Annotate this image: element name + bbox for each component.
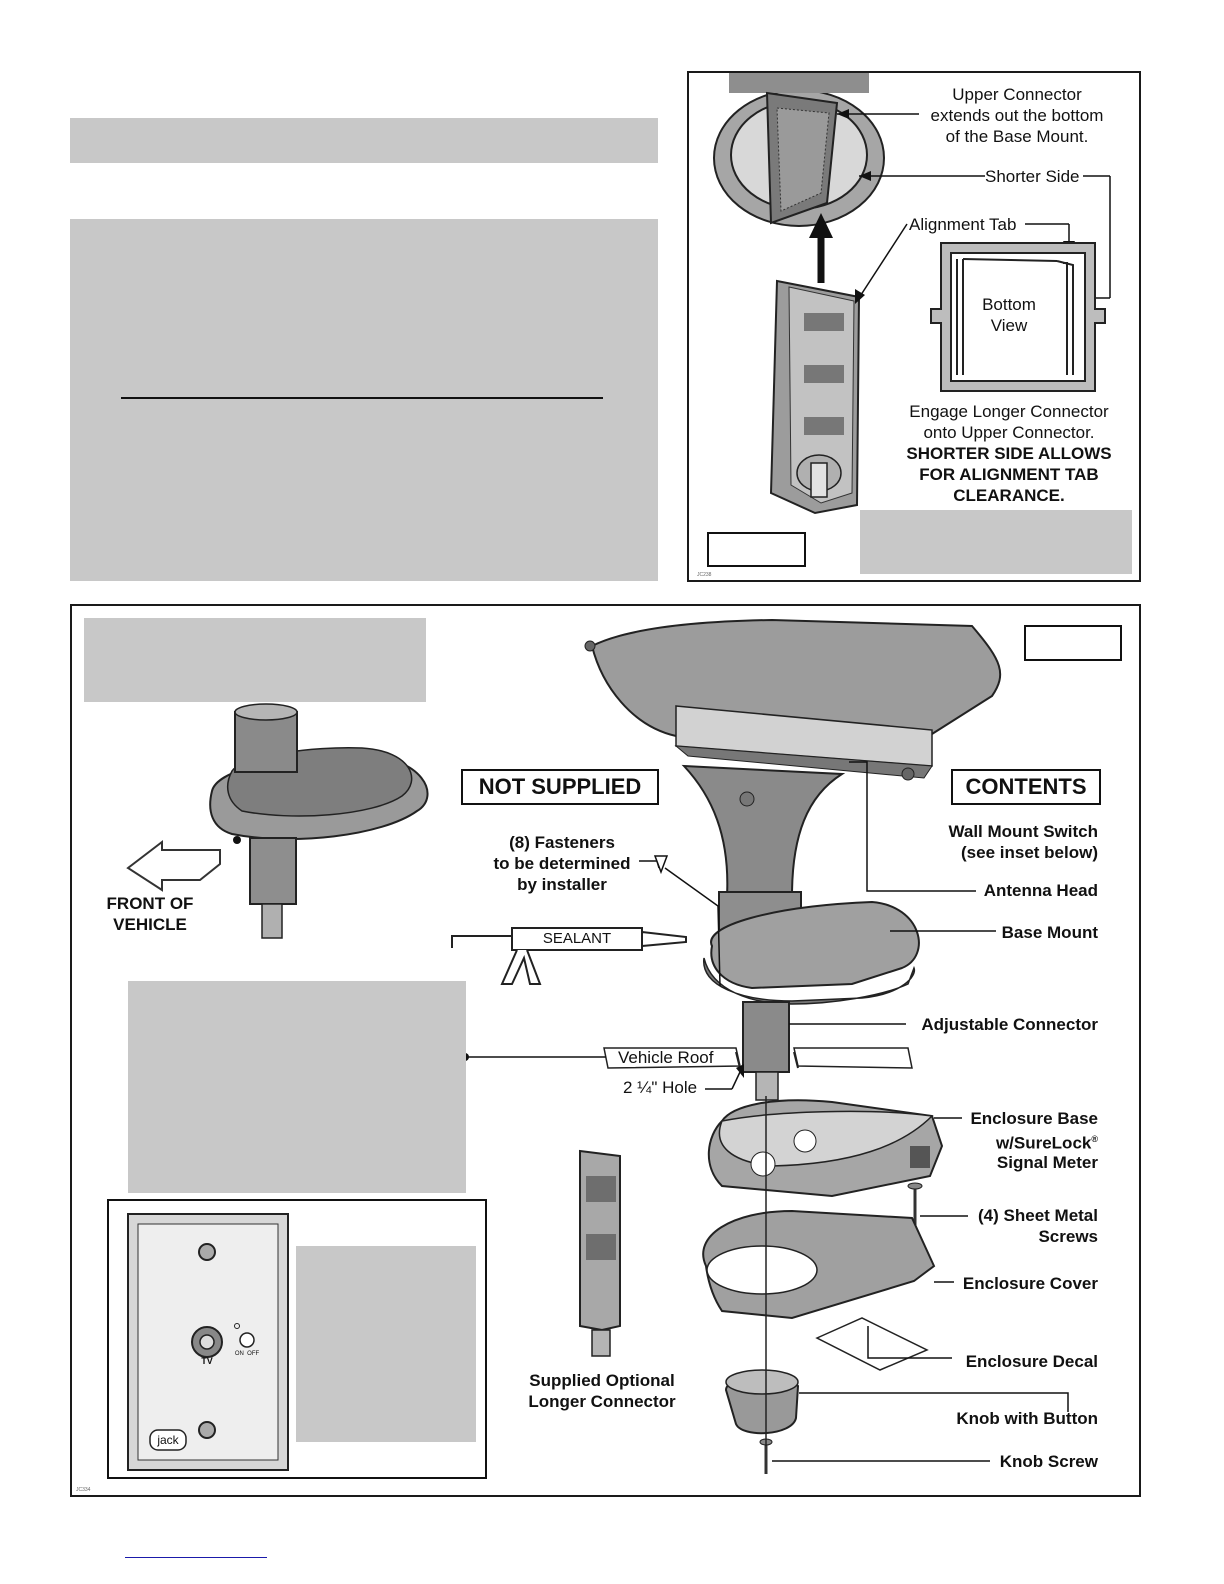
switch-brand-logo: jack [157,1433,179,1447]
upper-connector-label-1: Upper Connector [952,85,1082,104]
registered-mark: ® [1091,1134,1098,1144]
footer-rule [125,1557,267,1558]
enclosure-base-label-3: Signal Meter [996,1153,1098,1172]
redacted-figure-caption [860,510,1132,574]
enclosure-base-label-2 [902,1129,1098,1154]
vehicle-roof-label: Vehicle Roof [618,1048,714,1067]
redacted-heading-bar [70,118,658,163]
engage-note-1: Engage Longer Connector [909,402,1109,421]
knob-screw-label: Knob Screw [999,1452,1098,1471]
underline-rule [121,397,603,399]
figure-connector-detail [687,71,1141,582]
fasteners-label-1: (8) Fasteners [509,833,615,852]
supplied-optional-2: Longer Connector [528,1392,676,1411]
figure-exploded-view [70,604,1141,1497]
fasteners-label-2: to be determined [493,854,631,873]
enclosure-cover-label: Enclosure Cover [962,1274,1098,1293]
alignment-tab-label: Alignment Tab [909,215,1017,234]
sealant-label: SEALANT [542,930,612,947]
upper-connector-label-3: of the Base Mount. [945,127,1089,146]
redacted-text-block [70,219,658,581]
sheet-metal-screws-2: Screws [1038,1227,1098,1246]
front-of-vehicle-2: VEHICLE [113,915,187,934]
enclosure-base-label-1: Enclosure Base [970,1109,1098,1128]
knob-with-button-label: Knob with Button [956,1409,1098,1428]
figure-code: JC238 [697,572,712,578]
supplied-optional-1: Supplied Optional [529,1371,675,1390]
wall-mount-switch-1: Wall Mount Switch [948,822,1098,841]
switch-on-off-label: ON OFF [234,1351,260,1357]
shorter-side-label: Shorter Side [985,167,1080,186]
enclosure-decal-label: Enclosure Decal [965,1352,1098,1371]
adjustable-connector-label: Adjustable Connector [921,1015,1098,1034]
fasteners-label-3: by installer [517,875,607,894]
engage-note-bold-2: FOR ALIGNMENT TAB [919,465,1099,484]
figure-code: JC334 [76,1487,91,1493]
bottom-view-label-1: Bottom [982,295,1036,314]
surelock-text: w/SureLock [995,1133,1092,1153]
engage-note-bold-3: CLEARANCE. [953,486,1065,505]
hole-label: 2 ¼" Hole [623,1078,698,1097]
bottom-view-label-2: View [990,316,1028,335]
front-of-vehicle-1: FRONT OF [106,894,194,913]
wall-mount-switch-2: (see inset below) [961,843,1098,862]
not-supplied-label: NOT SUPPLIED [478,774,642,799]
engage-note-2: onto Upper Connector. [923,423,1095,442]
antenna-head-label: Antenna Head [983,881,1098,900]
base-mount-label: Base Mount [1001,923,1098,942]
sheet-metal-screws-1: (4) Sheet Metal [978,1206,1098,1225]
upper-connector-label-2: extends out the bottom [930,106,1104,125]
contents-label: CONTENTS [965,774,1087,799]
engage-note-bold-1: SHORTER SIDE ALLOWS [906,444,1112,463]
switch-tv-label: TV [201,1356,213,1366]
